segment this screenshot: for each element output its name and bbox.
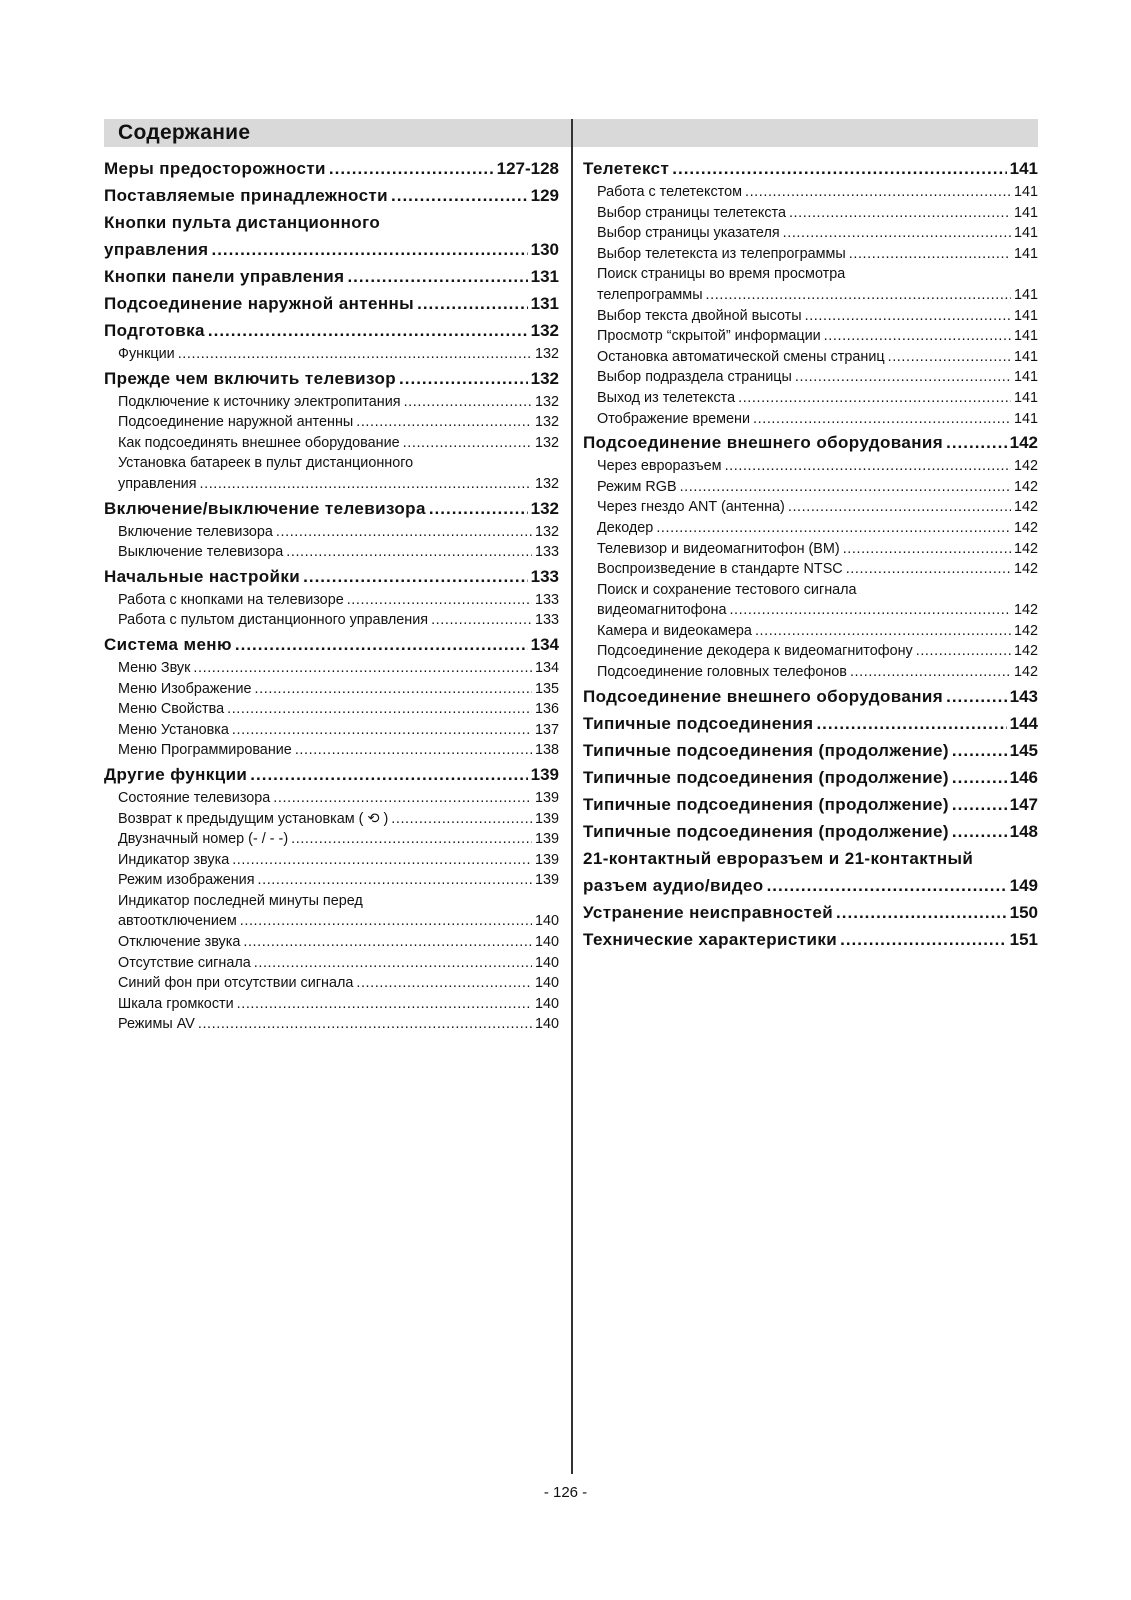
- toc-subsection-entry: [583, 367, 1038, 388]
- toc-section-entry: [583, 710, 1038, 737]
- toc-leader-dots: [952, 818, 1007, 845]
- toc-leader-dots: [211, 236, 527, 263]
- toc-page-number: 130: [530, 240, 559, 259]
- toc-entry-title: Технические характеристики: [583, 929, 838, 949]
- toc-page-number: 129: [530, 186, 559, 205]
- toc-section-entry: [583, 845, 1038, 872]
- toc-leader-dots: [178, 344, 532, 365]
- toc-page-number: 141: [1013, 348, 1038, 365]
- toc-page-number: 142: [1013, 499, 1038, 516]
- toc-leader-dots: [745, 182, 1011, 203]
- toc-entry-title: Двузначный номер (- / - -): [118, 831, 289, 848]
- toc-page-number: 142: [1013, 458, 1038, 475]
- toc-section-entry: [104, 631, 559, 658]
- toc-page-number: 139: [534, 851, 559, 868]
- toc-subsection-entry: [583, 409, 1038, 430]
- toc-page-number: 132: [534, 523, 559, 540]
- toc-page-number: 139: [534, 872, 559, 889]
- toc-page-number: 141: [1013, 389, 1038, 406]
- toc-page-number: 132: [530, 368, 559, 388]
- toc-left-column: [104, 155, 559, 1035]
- toc-entry-title: Возврат к предыдущим установкам ( ⟲ ): [118, 810, 389, 827]
- toc-leader-dots: [329, 155, 494, 182]
- toc-leader-dots: [725, 456, 1011, 477]
- toc-leader-dots: [706, 285, 1011, 306]
- toc-page-number: 142: [1013, 622, 1038, 639]
- toc-subsection-entry: [583, 539, 1038, 560]
- toc-entry-title: Отсутствие сигнала: [118, 954, 251, 971]
- toc-subsection-entry: [583, 182, 1038, 203]
- toc-entry-title: Меню Программирование: [118, 742, 292, 759]
- toc-subsection-entry: [583, 662, 1038, 683]
- toc-section-entry: [104, 236, 559, 263]
- toc-page-number: 142: [1013, 540, 1038, 557]
- toc-page-number: 141: [1013, 369, 1038, 386]
- toc-leader-dots: [227, 699, 532, 720]
- toc-page-number: 132: [534, 346, 559, 362]
- toc-entry-title: Декодер: [597, 519, 654, 536]
- toc-page-number: 132: [534, 475, 559, 492]
- toc-leader-dots: [755, 621, 1011, 642]
- toc-entry-title: Функции: [118, 346, 175, 362]
- toc-subsection-entry: [583, 306, 1038, 327]
- toc-subsection-entry: [104, 829, 559, 850]
- toc-section-entry: [583, 737, 1038, 764]
- toc-section-entry: [583, 818, 1038, 845]
- toc-section-entry: [104, 182, 559, 209]
- toc-subsection-entry: [583, 264, 1038, 285]
- toc-page-number: 142: [1013, 478, 1038, 495]
- toc-page-number: 142: [1013, 643, 1038, 660]
- toc-page-number: 137: [534, 721, 559, 738]
- toc-subsection-entry: [104, 850, 559, 871]
- toc-leader-dots: [656, 518, 1011, 539]
- toc-leader-dots: [952, 764, 1007, 791]
- toc-entry-title: Индикатор последней минуты перед: [118, 892, 363, 909]
- toc-entry-title: Типичные подсоединения (продолжение): [583, 821, 949, 841]
- toc-entry-title: Начальные настройки: [104, 566, 301, 586]
- toc-entry-title: Кнопки пульта дистанционного: [104, 213, 381, 232]
- toc-leader-dots: [672, 155, 1006, 182]
- toc-entry-title: Выход из телетекста: [597, 389, 736, 406]
- toc-entry-title: Подсоединение декодера к видеомагнитофону: [597, 643, 913, 660]
- toc-leader-dots: [208, 317, 528, 344]
- toc-subsection-entry: [104, 953, 559, 974]
- toc-entry-title: Другие функции: [104, 764, 248, 784]
- toc-section-entry: [104, 365, 559, 392]
- toc-entry-title: Индикатор звука: [118, 851, 230, 868]
- toc-leader-dots: [295, 740, 532, 761]
- toc-subsection-entry: [104, 679, 559, 700]
- toc-entry-title: Система меню: [104, 634, 232, 654]
- toc-leader-dots: [250, 761, 527, 788]
- toc-leader-dots: [783, 223, 1011, 244]
- toc-page-number: 140: [534, 954, 559, 971]
- toc-subsection-entry: [583, 244, 1038, 265]
- column-divider: [571, 119, 573, 1474]
- toc-subsection-entry: [104, 870, 559, 891]
- toc-entry-title: Включение/выключение телевизора: [104, 498, 426, 518]
- toc-leader-dots: [788, 497, 1011, 518]
- toc-page-number: 141: [1013, 225, 1038, 242]
- toc-page-number: 149: [1009, 875, 1038, 895]
- toc-subsection-entry: [104, 433, 559, 454]
- toc-subsection-entry: [104, 994, 559, 1015]
- toc-page-number: 133: [534, 544, 559, 561]
- toc-entry-title: Типичные подсоединения (продолжение): [583, 767, 949, 787]
- toc-subsection-entry: [583, 223, 1038, 244]
- toc-entry-title: Меню Изображение: [118, 680, 252, 697]
- toc-subsection-entry: [583, 518, 1038, 539]
- toc-entry-title: Поиск и сохранение тестового сигнала: [597, 581, 857, 598]
- toc-subsection-entry: [583, 600, 1038, 621]
- toc-page-number: 144: [1009, 713, 1038, 733]
- toc-entry-title: Отображение времени: [597, 410, 751, 427]
- toc-entry-title: разъем аудио/видео: [583, 875, 764, 895]
- toc-section-entry: [104, 290, 559, 317]
- toc-subsection-entry: [583, 559, 1038, 580]
- toc-section-entry: [583, 429, 1038, 456]
- toc-leader-dots: [347, 590, 532, 611]
- toc-page-number: 131: [530, 267, 559, 286]
- toc-subsection-entry: [104, 412, 559, 433]
- toc-leader-dots: [417, 290, 528, 317]
- toc-entry-title: Подсоединение головных телефонов: [597, 664, 847, 681]
- toc-page-number: 131: [530, 294, 559, 313]
- toc-leader-dots: [232, 850, 532, 871]
- toc-subsection-entry: [583, 497, 1038, 518]
- toc-section-entry: [104, 563, 559, 590]
- toc-leader-dots: [200, 474, 532, 495]
- toc-leader-dots: [235, 631, 528, 658]
- toc-page-number: 127-128: [496, 159, 559, 178]
- toc-entry-title: Подсоединение внешнего оборудования: [583, 686, 944, 706]
- toc-subsection-entry: [104, 1014, 559, 1035]
- toc-leader-dots: [403, 433, 532, 454]
- toc-section-entry: [583, 791, 1038, 818]
- toc-entry-title: Остановка автоматической смены страниц: [597, 348, 885, 365]
- toc-entry-title: Типичные подсоединения: [583, 713, 814, 733]
- toc-subsection-entry: [104, 658, 559, 679]
- toc-entry-title: Типичные подсоединения (продолжение): [583, 740, 949, 760]
- toc-entry-title: Устранение неисправностей: [583, 902, 834, 922]
- toc-entry-title: Состояние телевизора: [118, 789, 271, 806]
- toc-subsection-entry: [104, 344, 559, 365]
- toc-subsection-entry: [583, 347, 1038, 368]
- toc-section-entry: [583, 683, 1038, 710]
- toc-page-number: 142: [1013, 561, 1038, 578]
- toc-subsection-entry: [104, 610, 559, 631]
- toc-entry-title: Выключение телевизора: [118, 544, 284, 561]
- toc-leader-dots: [888, 347, 1011, 368]
- toc-entry-title: автоотключением: [118, 913, 237, 930]
- toc-entry-title: Поиск страницы во время просмотра: [597, 266, 846, 283]
- toc-entry-title: Выбор страницы указателя: [597, 225, 780, 242]
- toc-leader-dots: [198, 1014, 532, 1035]
- toc-leader-dots: [753, 409, 1011, 430]
- toc-entry-title: Подсоединение наружной антенны: [104, 294, 415, 313]
- toc-entry-title: Синий фон при отсутствии сигнала: [118, 975, 354, 992]
- toc-page-number: 141: [1013, 286, 1038, 303]
- toc-leader-dots: [789, 203, 1011, 224]
- toc-section-entry: [583, 155, 1038, 182]
- toc-leader-dots: [356, 412, 532, 433]
- toc-section-entry: [583, 899, 1038, 926]
- toc-section-entry: [583, 872, 1038, 899]
- toc-page-number: 146: [1009, 767, 1038, 787]
- toc-leader-dots: [729, 600, 1011, 621]
- toc-page-number: 141: [1013, 410, 1038, 427]
- toc-leader-dots: [824, 326, 1011, 347]
- toc-entry-title: Кнопки панели управления: [104, 267, 345, 286]
- toc-leader-dots: [258, 870, 532, 891]
- toc-page-number: 142: [1013, 602, 1038, 619]
- toc-subsection-entry: [104, 392, 559, 413]
- toc-page-number: 140: [534, 913, 559, 930]
- toc-entry-title: Меры предосторожности: [104, 159, 326, 178]
- toc-entry-title: Подсоединение внешнего оборудования: [583, 433, 944, 453]
- toc-page-number: 142: [1013, 664, 1038, 681]
- toc-subsection-entry: [104, 474, 559, 495]
- toc-entry-title: Отключение звука: [118, 934, 241, 951]
- toc-page-number: 148: [1009, 821, 1038, 841]
- toc-entry-title: Типичные подсоединения (продолжение): [583, 794, 949, 814]
- toc-subsection-entry: [104, 522, 559, 543]
- toc-page-number: 134: [530, 634, 559, 654]
- toc-entry-title: 21-контактный евроразъем и 21-контактный: [583, 848, 974, 868]
- toc-leader-dots: [291, 829, 532, 850]
- toc-subsection-entry: [104, 809, 559, 830]
- toc-entry-title: Телевизор и видеомагнитофон (ВМ): [597, 540, 840, 557]
- toc-leader-dots: [243, 932, 532, 953]
- toc-section-entry: [104, 263, 559, 290]
- toc-leader-dots: [952, 737, 1007, 764]
- toc-leader-dots: [276, 522, 532, 543]
- toc-page-number: 147: [1009, 794, 1038, 814]
- toc-entry-title: Меню Свойства: [118, 701, 225, 718]
- toc-leader-dots: [391, 809, 532, 830]
- toc-entry-title: видеомагнитофона: [597, 602, 727, 619]
- toc-page-number: 141: [1013, 307, 1038, 324]
- toc-leader-dots: [237, 994, 532, 1015]
- toc-subsection-entry: [104, 911, 559, 932]
- toc-leader-dots: [356, 973, 532, 994]
- toc-entry-title: Установка батареек в пульт дистанционного: [118, 455, 414, 472]
- toc-leader-dots: [805, 306, 1011, 327]
- toc-entry-title: Работа с пультом дистанционного управления: [118, 612, 429, 629]
- toc-entry-title: Меню Звук: [118, 659, 191, 676]
- toc-leader-dots: [255, 679, 532, 700]
- toc-leader-dots: [836, 899, 1007, 926]
- toc-leader-dots: [286, 542, 532, 563]
- toc-page-number: 140: [534, 934, 559, 951]
- toc-section-entry: [104, 155, 559, 182]
- toc-leader-dots: [399, 365, 528, 392]
- toc-entry-title: Режимы AV: [118, 1016, 195, 1033]
- toc-page-number: 138: [534, 742, 559, 759]
- toc-page-number: 139: [530, 764, 559, 784]
- toc-entry-title: Работа с кнопками на телевизоре: [118, 591, 344, 608]
- toc-page-number: 140: [534, 1016, 559, 1033]
- toc-right-column: [583, 155, 1038, 953]
- toc-page-number: 139: [534, 810, 559, 827]
- toc-entry-title: Выбор подраздела страницы: [597, 369, 792, 386]
- toc-subsection-entry: [583, 456, 1038, 477]
- toc-page-number: 134: [534, 659, 559, 676]
- toc-section-entry: [583, 764, 1038, 791]
- toc-entry-title: Как подсоединять внешнее оборудование: [118, 434, 400, 451]
- toc-leader-dots: [849, 244, 1011, 265]
- toc-entry-title: Подготовка: [104, 321, 205, 340]
- toc-leader-dots: [767, 872, 1007, 899]
- toc-page-number: 141: [1013, 204, 1038, 221]
- toc-entry-title: Через евроразъем: [597, 458, 722, 475]
- toc-entry-title: Через гнездо ANT (антенна): [597, 499, 785, 516]
- toc-entry-title: Работа с телетекстом: [597, 184, 742, 200]
- toc-entry-title: Подсоединение наружной антенны: [118, 414, 354, 431]
- toc-leader-dots: [193, 658, 532, 679]
- toc-page-number: 142: [1009, 433, 1038, 453]
- toc-subsection-entry: [104, 699, 559, 720]
- toc-entry-title: Прежде чем включить телевизор: [104, 368, 397, 388]
- toc-leader-dots: [846, 559, 1011, 580]
- toc-leader-dots: [738, 388, 1011, 409]
- toc-entry-title: управления: [104, 240, 209, 259]
- toc-leader-dots: [946, 429, 1007, 456]
- toc-entry-title: Подключение к источнику электропитания: [118, 393, 401, 410]
- toc-leader-dots: [916, 641, 1011, 662]
- page-number: - 126 -: [543, 1484, 588, 1501]
- toc-page-number: 136: [534, 701, 559, 718]
- toc-subsection-entry: [104, 932, 559, 953]
- toc-leader-dots: [347, 263, 527, 290]
- toc-page-number: 145: [1009, 740, 1038, 760]
- toc-leader-dots: [303, 563, 527, 590]
- toc-leader-dots: [816, 710, 1006, 737]
- toc-subsection-entry: [104, 891, 559, 912]
- toc-entry-title: управления: [118, 475, 197, 492]
- toc-page-number: 141: [1013, 245, 1038, 262]
- toc-page-number: 133: [534, 591, 559, 608]
- toc-page-number: 141: [1013, 184, 1038, 200]
- toc-leader-dots: [404, 392, 532, 413]
- toc-page-number: 135: [534, 680, 559, 697]
- toc-section-entry: [104, 317, 559, 344]
- toc-page-number: 141: [1009, 159, 1038, 178]
- toc-page-number: 132: [530, 498, 559, 518]
- toc-subsection-entry: [583, 641, 1038, 662]
- toc-subsection-entry: [583, 621, 1038, 642]
- page-title: Содержание: [118, 121, 251, 144]
- toc-section-entry: [104, 209, 559, 236]
- toc-subsection-entry: [104, 720, 559, 741]
- toc-leader-dots: [429, 495, 528, 522]
- toc-section-entry: [104, 761, 559, 788]
- toc-section-entry: [104, 495, 559, 522]
- toc-page-number: 139: [534, 831, 559, 848]
- toc-subsection-entry: [104, 973, 559, 994]
- toc-leader-dots: [850, 662, 1011, 683]
- toc-subsection-entry: [104, 740, 559, 761]
- toc-subsection-entry: [104, 788, 559, 809]
- toc-section-entry: [583, 926, 1038, 953]
- toc-subsection-entry: [104, 590, 559, 611]
- toc-leader-dots: [843, 539, 1011, 560]
- toc-subsection-entry: [583, 285, 1038, 306]
- toc-subsection-entry: [583, 388, 1038, 409]
- toc-entry-title: телепрограммы: [597, 286, 703, 303]
- toc-page-number: 150: [1009, 902, 1038, 922]
- toc-subsection-entry: [104, 453, 559, 474]
- toc-page-number: 143: [1009, 686, 1038, 706]
- toc-entry-title: Воспроизведение в стандарте NTSC: [597, 561, 843, 578]
- toc-leader-dots: [946, 683, 1007, 710]
- toc-page-number: 142: [1013, 519, 1038, 536]
- toc-entry-title: Телетекст: [583, 159, 670, 178]
- toc-page-number: 140: [534, 975, 559, 992]
- toc-entry-title: Режим RGB: [597, 478, 677, 495]
- toc-subsection-entry: [583, 203, 1038, 224]
- toc-page-number: 141: [1013, 328, 1038, 345]
- toc-entry-title: Выбор страницы телетекста: [597, 204, 786, 221]
- toc-page-number: 132: [534, 414, 559, 431]
- toc-leader-dots: [795, 367, 1011, 388]
- toc-entry-title: Режим изображения: [118, 872, 255, 889]
- toc-subsection-entry: [583, 477, 1038, 498]
- toc-leader-dots: [391, 182, 528, 209]
- toc-page-number: 132: [534, 393, 559, 410]
- toc-entry-title: Включение телевизора: [118, 523, 273, 540]
- toc-entry-title: Камера и видеокамера: [597, 622, 752, 639]
- toc-leader-dots: [840, 926, 1007, 953]
- toc-leader-dots: [431, 610, 532, 631]
- toc-page-number: 139: [534, 789, 559, 806]
- toc-entry-title: Выбор телетекста из телепрограммы: [597, 245, 846, 262]
- toc-entry-title: Просмотр “скрытой” информации: [597, 328, 821, 345]
- toc-page-number: 151: [1009, 929, 1038, 949]
- toc-leader-dots: [680, 477, 1011, 498]
- toc-entry-title: Выбор текста двойной высоты: [597, 307, 802, 324]
- toc-leader-dots: [273, 788, 532, 809]
- toc-entry-title: Шкала громкости: [118, 995, 234, 1012]
- toc-subsection-entry: [583, 580, 1038, 601]
- toc-page-number: 132: [530, 321, 559, 340]
- toc-subsection-entry: [583, 326, 1038, 347]
- toc-leader-dots: [254, 953, 532, 974]
- toc-page-number: 132: [534, 434, 559, 451]
- toc-leader-dots: [232, 720, 532, 741]
- toc-subsection-entry: [104, 542, 559, 563]
- toc-page-number: 133: [530, 566, 559, 586]
- toc-entry-title: Поставляемые принадлежности: [104, 186, 388, 205]
- toc-page-number: 133: [534, 612, 559, 629]
- toc-leader-dots: [952, 791, 1007, 818]
- toc-leader-dots: [240, 911, 532, 932]
- toc-page-number: 140: [534, 995, 559, 1012]
- toc-entry-title: Меню Установка: [118, 721, 229, 738]
